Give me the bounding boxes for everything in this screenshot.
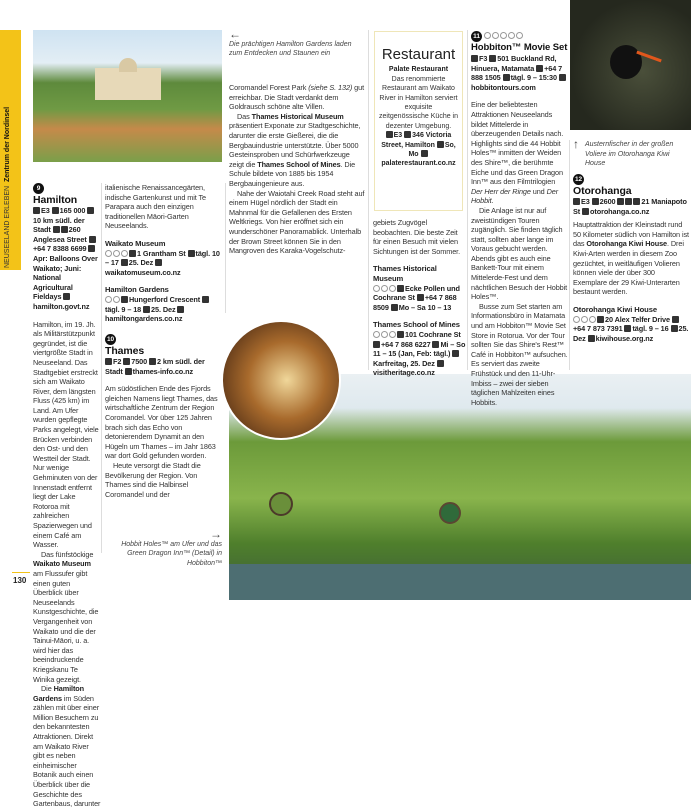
listing-name: Hamilton Gardens [105, 285, 169, 295]
col4-listings [373, 264, 466, 378]
info-icon [672, 316, 679, 323]
info-icon [452, 350, 459, 357]
info-text: Mo – Sa 10 – 13 [398, 302, 452, 312]
listing-info [573, 315, 689, 344]
info-text: hamilton.govt.nz [33, 301, 90, 311]
info-text: 101 Cochrane St [405, 329, 461, 339]
info-icon [489, 55, 496, 62]
info-text: 25. Dez [573, 324, 689, 343]
info-icon [671, 325, 678, 332]
text-run: Heute versorgt die Stadt die Bevölkerung der Region. Von Thames sind die Halbinsel Coromandel und der [105, 460, 201, 499]
info-icon [592, 198, 599, 205]
info-icon [437, 360, 444, 367]
sight-number-badge: 11 [471, 31, 482, 42]
facility-icon [589, 316, 596, 323]
info-icon [52, 207, 59, 214]
info-icon [155, 259, 162, 266]
paragraph [229, 83, 365, 112]
restaurant-heading: Restaurant [381, 46, 456, 63]
listing-name: Thames Historical Museum [373, 264, 437, 283]
info-text: 25. Dez [151, 304, 178, 314]
listing [105, 239, 222, 277]
text-run: und [530, 186, 547, 196]
hamilton-section [33, 183, 101, 809]
info-icon [202, 296, 209, 303]
info-icon [503, 74, 510, 81]
info-icon [437, 141, 444, 148]
column-divider [368, 30, 369, 370]
info-text: 2600 [599, 197, 618, 206]
info-icon [597, 316, 604, 323]
col4-text [373, 218, 466, 256]
listing-info [373, 284, 466, 313]
info-text: 346 Victoria Street, Hamilton [381, 132, 452, 149]
paragraph [33, 684, 101, 809]
info-icon [617, 198, 624, 205]
info-icon [471, 55, 478, 62]
text-run: Otorohanga Kiwi House [586, 239, 668, 249]
section-label [4, 107, 11, 268]
gardens-caption [229, 27, 359, 59]
info-text: 1 Grantham St [137, 248, 188, 258]
info-text: +64 7 8388 6699 [33, 244, 89, 254]
info-text: +64 7 873 7391 [573, 324, 625, 334]
facility-icon [113, 250, 120, 257]
text-run: Waikato Museum [33, 559, 91, 569]
restaurant-box [374, 31, 463, 211]
text-run: Das fünfstöckige [41, 549, 94, 559]
text-run: Coromandel Forest Park [229, 83, 309, 92]
sight-title: Thames [105, 345, 145, 357]
col2-text [105, 183, 222, 231]
facility-icon [373, 285, 380, 292]
paragraph [471, 302, 568, 408]
info-icon [573, 198, 580, 205]
text-run: im Süden zählen mit über einer Million Besuchern zu den bekanntesten Attraktionen. Direkt am Waikato River gibt es neben einheimischer Botanik auch einen Überblick über die Geschichte des Gartenbaus, darunter [33, 693, 101, 809]
info-icon [123, 358, 130, 365]
page-number-rule [12, 572, 30, 573]
arrow-up-icon: ↑ [573, 137, 579, 151]
pub-photo [221, 320, 341, 440]
text-run: Nahe der Waiotahi Creek Road steht auf einem Hügel nördlich der Stadt ein Mahnmal für die Gefallenen des Ersten Weltkriegs. Von hier eröffnet sich ein wunderschöner Panoramablick. Unterhalb der Brown Street können Sie in den Mangroven des Karaka-Vogelschutz- [229, 188, 365, 256]
caption-text: Die prächtigen Hamilton Gardens laden zum Entdecken und Staunen ein [229, 40, 352, 57]
listing-info [373, 330, 466, 378]
sight-title: Hobbiton™ Movie Set [471, 42, 568, 53]
listing [573, 305, 689, 343]
facility-icon [105, 296, 112, 303]
info-text: Hungerford Crescent [129, 294, 203, 304]
info-text: 7500 [131, 357, 150, 366]
info-text: hobbitontours.com [471, 82, 536, 92]
info-text: 165 000 [59, 206, 88, 215]
column-divider [101, 183, 102, 553]
info-icon [33, 207, 40, 214]
info-text: waikatomuseum.co.nz [105, 267, 181, 277]
text-run: Am südöstlichen Ende des Fjords gleichen Namens liegt Thames, das wirtschaftliche Zentrum der Region Coromandel. Vor über 125 Jahren brach sich das Echo von detonierendem Dynamit an den Hügeln um Thames – im Jahr 1863 war dort Gold gefunden worden. [105, 384, 218, 461]
otorohanga-listings [573, 305, 689, 343]
otorohanga-info [573, 197, 689, 216]
hobbit-caption [105, 527, 222, 568]
column-divider [225, 183, 226, 313]
info-icon [105, 358, 112, 365]
info-icon [88, 245, 95, 252]
text-run: Die Anlage ist nur auf zweistündigen Touren zugänglich. Sie finden täglich statt, sollten aber lange im Voraus gebucht werden. Abends gibt es auch eine Bankett-Tour mit einem Mittelerde-Fest und dem nächtlichen Besuch der Hobbit Holes™. [471, 205, 568, 302]
facility-icon [381, 285, 388, 292]
col3-text [229, 83, 365, 256]
text-run: italienische Renaissancegärten, indische Gartenkunst und mit Te Parapara auch den einzigen traditionellen Māori-Garten Neuseelands. [105, 183, 207, 231]
sight-title: Otorohanga [573, 185, 632, 197]
info-text: F2 [113, 357, 124, 366]
thames-section [105, 334, 222, 499]
info-text: kiwihouse.org.nz [595, 333, 654, 343]
info-icon [61, 226, 68, 233]
info-text: Apr: Balloons Over Waikato; Juni: National Agricultural Fieldays [33, 253, 98, 302]
paragraph [373, 218, 466, 256]
info-icon [121, 259, 128, 266]
col3 [229, 83, 365, 256]
paragraph [229, 189, 365, 256]
restaurant-info [379, 131, 458, 169]
listing [105, 285, 222, 323]
info-text: F3 [479, 54, 490, 63]
text-run: gebiets Zugvögel beobachten. Die beste Zeit für einen Besuch mit vielen Sichtungen ist der Sommer. [373, 218, 461, 256]
text-run: . Drei Kiwi-Arten werden in diesem Zoo gezüchtet, in weitläufigen Volieren können viele der über 300 Exemplare der 29 Kiwi-Unterarten bestaunt werden. [573, 239, 684, 297]
gardens-photo [33, 30, 222, 162]
info-text: E3 [393, 132, 405, 140]
text-run: Thames Historical Museum [251, 111, 344, 121]
info-text: +64 7 888 1505 [471, 63, 563, 83]
page-number: 130 [13, 576, 27, 585]
info-icon [624, 325, 631, 332]
listing [373, 320, 466, 378]
info-icon [397, 331, 404, 338]
info-icon [625, 198, 632, 205]
text-run: am Flussufer gibt einen guten Überblick über Neuseelands Kunstgeschichte, die Vergangenheit von Waikato und die der Tainui-Māori, u. a. wird hier das beeindruckende Kriegskanu Te Winika gezeigt. [33, 568, 99, 684]
info-icon [582, 208, 589, 215]
info-icon [417, 294, 424, 301]
hobbiton-text [471, 100, 568, 407]
text-run: Eine der beliebtesten Attraktionen Neuseelands bildet Mittelerde in überzeugenden Details nach. Highlights sind die 44 Hobbit Holes™ inmitten der Weiden des Shire™, die berühmte Eiche und das Green Dragon Inn™ aus den Filmtrilogien [471, 100, 564, 187]
info-icon [53, 226, 60, 233]
caption-text: Austernfischer in der großen Voliere im Otorohanga Kiwi House [585, 141, 674, 167]
listing-name: Waikato Museum [105, 238, 166, 248]
paragraph [105, 183, 222, 231]
facility-icon [573, 316, 580, 323]
arrow-right-icon: → [210, 527, 222, 541]
info-text: palaterestaurant.co.nz [381, 160, 456, 168]
info-icon [87, 207, 94, 214]
text-run: Busse zum Set starten am Informationsbüro in Matamata und am Hobbiton™ Movie Set Store in Rotorua. Vor der Tour sollten Sie das Shire's Rest™ Café in Hobbiton™ aufsuchen. Es serviert das zweite Frühstück und den 11-Uhr-Imbiss – zwei der sieben täglichen Mahlzeiten eines Hobbits. [471, 301, 568, 407]
hobbiton-section [471, 31, 568, 407]
caption-text: Hobbit Holes™ am Ufer und das Green Dragon Inn™ (Detail) in Hobbiton™ [121, 540, 222, 567]
info-text: +64 7 868 6227 [381, 339, 433, 349]
col2 [105, 183, 222, 324]
hamilton-text [33, 320, 101, 809]
info-icon [143, 306, 150, 313]
info-icon [129, 250, 136, 257]
info-text: 21 Maniapoto St [573, 197, 687, 216]
info-text: 2 km südl. der Stadt [105, 357, 205, 376]
text-run: Hamilton, im 19. Jh. als Militärstützpunkt gegründet, ist die viertgrößte Stadt in Neuseeland. Das Stadtgebiet erstreckt sich am Waikato River, dem längsten Fluss (425 km) im Land. Am Ufer wurden gepflegte Parks angelegt, viele Brücken verbinden den Ost- und den Westteil der Stadt. Nur wenige Gehminuten von der Innenstadt entfernt liegt der Lake Rotoroa mit zahlreichen Spazierwegen und einem Café am Wasser. [33, 319, 99, 550]
kiwi-photo [570, 0, 691, 130]
col4 [373, 218, 466, 378]
facility-icon [389, 285, 396, 292]
info-text: tägl. 9 – 15:30 [510, 73, 559, 83]
info-icon [588, 335, 595, 342]
listing-name: Otorohanga Kiwi House [573, 304, 657, 314]
info-icon [63, 293, 70, 300]
text-run: Die [41, 684, 54, 694]
text-run: gut erreichbar. Die Stadt verdankt dem Goldrausch schöne alte Villen. [229, 83, 365, 112]
info-text: Karfreitag, 25. Dez [373, 358, 437, 368]
info-icon [421, 150, 428, 157]
section-sub: Zentrum der Nordinsel [4, 106, 11, 183]
info-text: visitheritage.co.nz [373, 368, 435, 378]
info-icon [432, 341, 439, 348]
thames-text [105, 384, 222, 499]
info-icon [404, 131, 411, 138]
info-text: 25. Dez [128, 258, 156, 268]
paragraph [229, 112, 365, 189]
info-icon [121, 296, 128, 303]
info-icon [177, 306, 184, 313]
listing [373, 264, 466, 312]
kiwi-caption [573, 137, 689, 169]
info-text: +64 7 868 8509 [373, 293, 457, 312]
info-text: Ecke Pollen und Cochrane St [373, 283, 460, 303]
sight-number-badge: 10 [106, 336, 115, 343]
info-text: 501 Buckland Rd, Hinuera, Matamata [471, 54, 557, 73]
info-text: Mi – So 11 – 15 (Jan, Feb: tägl.) [373, 339, 466, 359]
info-text: E3 [581, 197, 592, 206]
info-icon [633, 198, 640, 205]
text-run: . Die Schule bildete von 1885 bis 1954 Bergbauingenieure aus. [229, 159, 356, 188]
sight-number-badge: 12 [574, 176, 583, 183]
info-text: tägl. 9 – 18 [105, 304, 144, 314]
thames-info [105, 357, 222, 376]
otorohanga-section [573, 174, 689, 343]
text-run: präsentiert Exponate zur Stadtgeschichte, darunter die erste Gießerei, die die Bergbauindustrie unterstützte. Über 5000 Gesteinsproben und Schürfwerkzeuge zeigt die [229, 121, 361, 169]
hobbiton-info [471, 54, 568, 92]
info-text: tägl. 9 – 16 [632, 324, 671, 334]
restaurant-name: Palate Restaurant [388, 66, 449, 74]
paragraph [105, 461, 222, 499]
info-icon [391, 304, 398, 311]
info-icon [125, 368, 132, 375]
info-icon [149, 358, 156, 365]
col2-listings [105, 239, 222, 324]
info-icon [536, 65, 543, 72]
info-text: thames-info.co.nz [132, 366, 193, 376]
text-run: Der Hobbit [471, 186, 559, 206]
paragraph [33, 320, 101, 550]
text-run: Hamilton Gardens [33, 684, 84, 703]
paragraph [573, 220, 689, 297]
facility-icon [581, 316, 588, 323]
facility-icon [373, 331, 380, 338]
text-run: Hauptattraktion der Kleinstadt rund 50 Kilometer südlich von Hamilton ist das [573, 220, 689, 249]
text-run: Thames School of Mines [257, 159, 341, 169]
arrow-left-icon: ← [229, 27, 241, 41]
paragraph [33, 550, 101, 684]
text-run: (siehe S. 132) [308, 83, 353, 92]
info-icon [397, 285, 404, 292]
facility-icon [105, 250, 112, 257]
info-icon [386, 131, 393, 138]
facility-icon [121, 250, 128, 257]
otorohanga-text [573, 220, 689, 297]
info-text: E3 [41, 206, 52, 215]
info-text: So, Mo [408, 141, 456, 159]
hamilton-info [33, 206, 101, 312]
info-icon [188, 250, 195, 257]
info-text: 20 Alex Telfer Drive [605, 314, 672, 324]
text-run: Das [237, 111, 252, 121]
paragraph [471, 100, 568, 206]
text-run: . [491, 196, 494, 206]
listing-info [105, 295, 222, 324]
info-icon [559, 74, 566, 81]
info-text: tägl. 10 – 17 [105, 248, 220, 268]
sight-title: Hamilton [33, 194, 78, 206]
section-main: NEUSEELAND ERLEBEN [4, 185, 11, 268]
info-icon [373, 341, 380, 348]
facility-icon [389, 331, 396, 338]
paragraph [471, 206, 568, 302]
column-divider [569, 140, 570, 370]
info-icon [89, 236, 96, 243]
info-text: otorohanga.co.nz [590, 206, 650, 216]
listing-info [105, 249, 222, 278]
facility-icon [381, 331, 388, 338]
paragraph [105, 384, 222, 461]
restaurant-text: Das renommierte Restaurant am Waikato River in Hamilton serviert exquisite zeitgenössische Küche in dezenter Umgebung. [379, 75, 458, 130]
listing-name: Thames School of Mines [373, 320, 460, 330]
facility-icon [113, 296, 120, 303]
text-run: Der Herr der Ringe [471, 186, 531, 196]
info-text: hamiltongardens.co.nz [105, 314, 183, 324]
info-text: 10 km südl. der Stadt [33, 215, 85, 235]
info-text: 260 Anglesea Street [33, 225, 89, 244]
sight-number-badge: 9 [33, 183, 44, 194]
column-divider [467, 30, 468, 370]
